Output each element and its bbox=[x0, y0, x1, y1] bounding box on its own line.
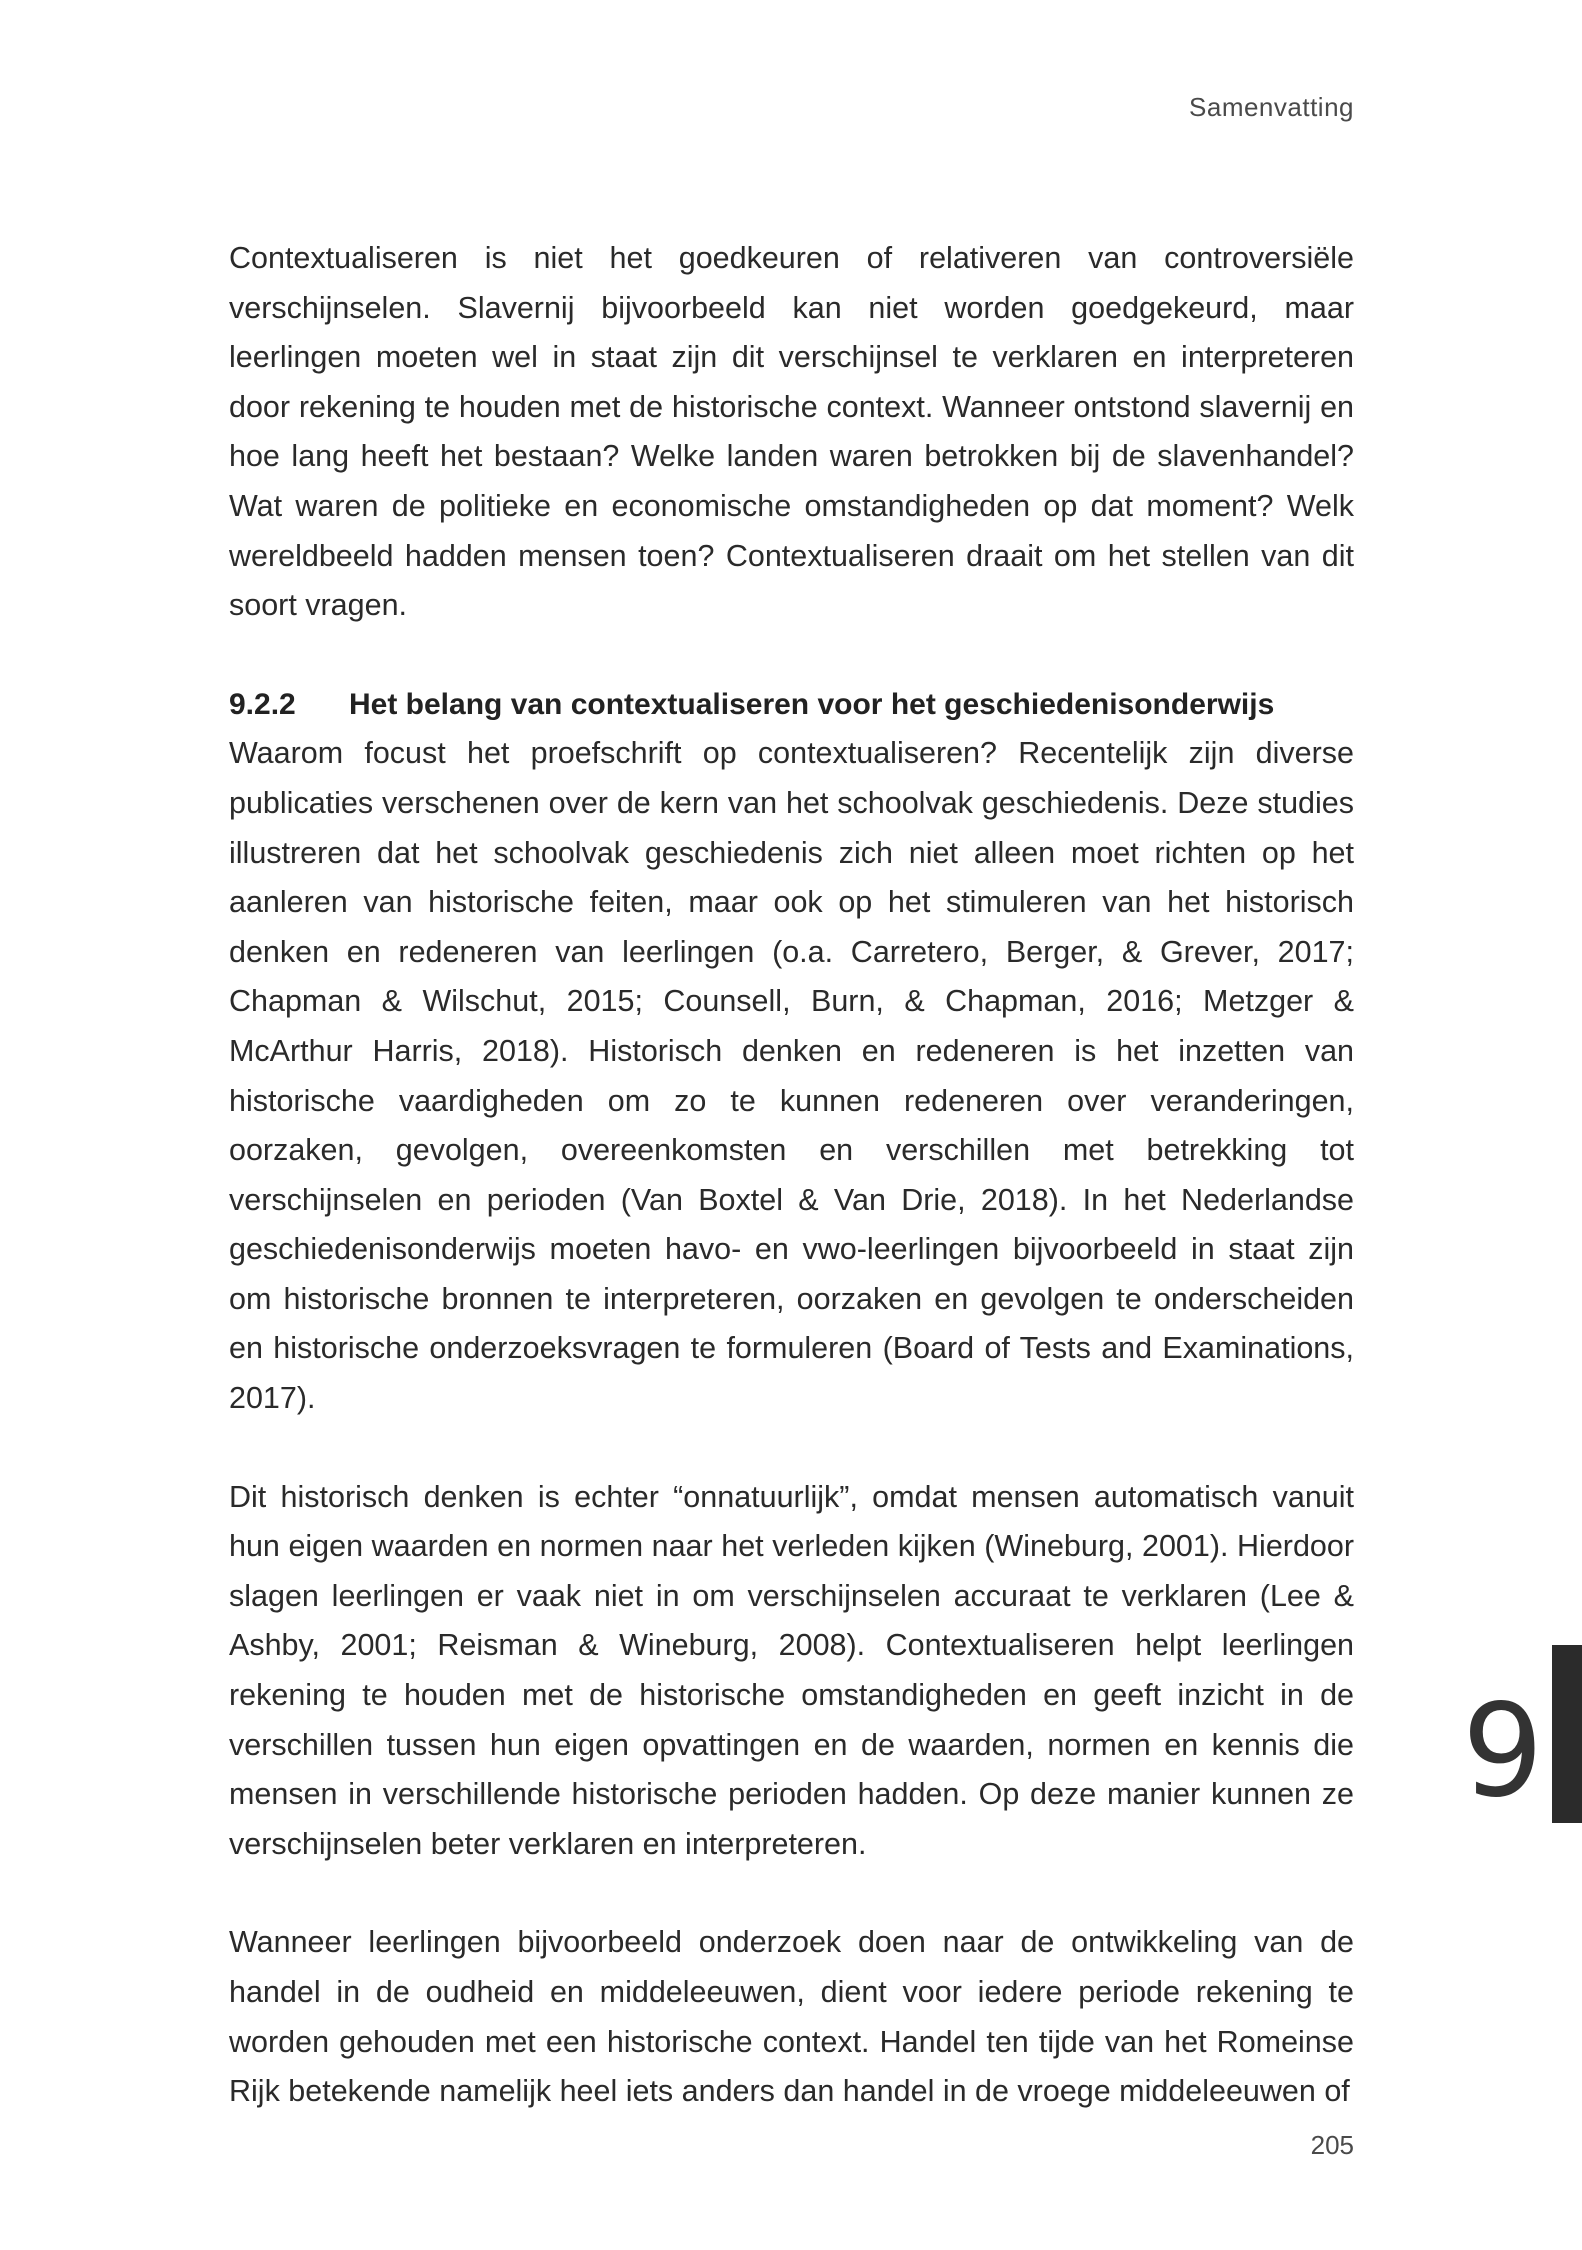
paragraph-spacer bbox=[229, 1869, 1354, 1918]
paragraph-handel-voorbeeld: Wanneer leerlingen bijvoorbeeld onderzoek doen naar de ontwikkeling van de handel in de oudheid en middeleeuwen, dient voor iedere periode rekening te worden gehouden met een historische context. Handel ten tijde van het Romeinse Rijk betekende namelijk heel iets anders dan handel in de vroege middeleeuwen of bbox=[229, 1925, 1354, 2109]
paragraph-historisch-denken: Dit historisch denken is echter “onnatuurlijk”, omdat mensen automatisch vanuit hun eigen waarden en normen naar het verleden kijken (Wineburg, 2001). Hierdoor slagen leerlingen er vaak niet in om verschijnselen accuraat te verklaren (Lee & Ashby, 2001; Reisman & Wineburg, 2008). Contextualiseren helpt leerlingen rekening te houden met de historische omstandigheden en geeft inzicht in de verschillen tussen hun eigen opvattingen en de waarden, normen en kennis die mensen in verschillende historische perioden hadden. Op deze manier kunnen ze verschijnselen beter verklaren en interpreteren. bbox=[229, 1479, 1354, 1861]
section-heading bbox=[229, 680, 1354, 730]
section-number: 9.2.2 bbox=[229, 687, 296, 721]
running-head: Samenvatting bbox=[1189, 92, 1354, 122]
paragraph-spacer bbox=[229, 1424, 1354, 1473]
paragraph-spacer bbox=[229, 631, 1354, 680]
main-content bbox=[229, 234, 1354, 2117]
paragraph-waarom-contextualiseren: Waarom focust het proefschrift op contextualiseren? Recentelijk zijn diverse publicaties verschenen over de kern van het schoolvak geschiedenis. Deze studies illustreren dat het schoolvak geschiedenis zich niet alleen moet richten op het aanleren van historische feiten, maar ook op het stimuleren van het historisch denken en redeneren van leerlingen (o.a. Carretero, Berger, & Grever, 2017; Chapman & Wilschut, 2015; Counsell, Burn, & Chapman, 2016; Metzger & McArthur Harris, 2018). Historisch denken en redeneren is het inzetten van historische vaardigheden om zo te kunnen redeneren over veranderingen, oorzaken, gevolgen, overeenkomsten en verschillen met betrekking tot verschijnselen en perioden (Van Boxtel & Van Drie, 2018). In het Nederlandse geschiedenisonderwijs moeten havo- en vwo-leerlingen bijvoorbeeld in staat zijn om historische bronnen te interpreteren, oorzaken en gevolgen te onderscheiden en historische onderzoeksvragen te formuleren (Board of Tests and Examinations, 2017). bbox=[229, 736, 1354, 1416]
section-title: Het belang van contextualiseren voor het geschiedenisonderwijs bbox=[349, 687, 1275, 721]
chapter-tab-number: 9 bbox=[1462, 1677, 1544, 1826]
page-number: 205 bbox=[1310, 2130, 1354, 2160]
paragraph-contextualiseren-definitie: Contextualiseren is niet het goedkeuren of relativeren van controversiële verschijnselen. Slavernij bijvoorbeeld kan niet worden goedgekeurd, maar leerlingen moeten wel in staat zijn dit verschijnsel te verklaren en interpreteren door rekening te houden met de historische context. Wanneer ontstond slavernij en hoe lang heeft het bestaan? Welke landen waren betrokken bij de slavenhandel? Wat waren de politieke en economische omstandigheden op dat moment? Welk wereldbeeld hadden mensen toen? Contextualiseren draait om het stellen van dit soort vragen. bbox=[229, 241, 1354, 623]
chapter-tab-bar bbox=[1552, 1645, 1582, 1823]
